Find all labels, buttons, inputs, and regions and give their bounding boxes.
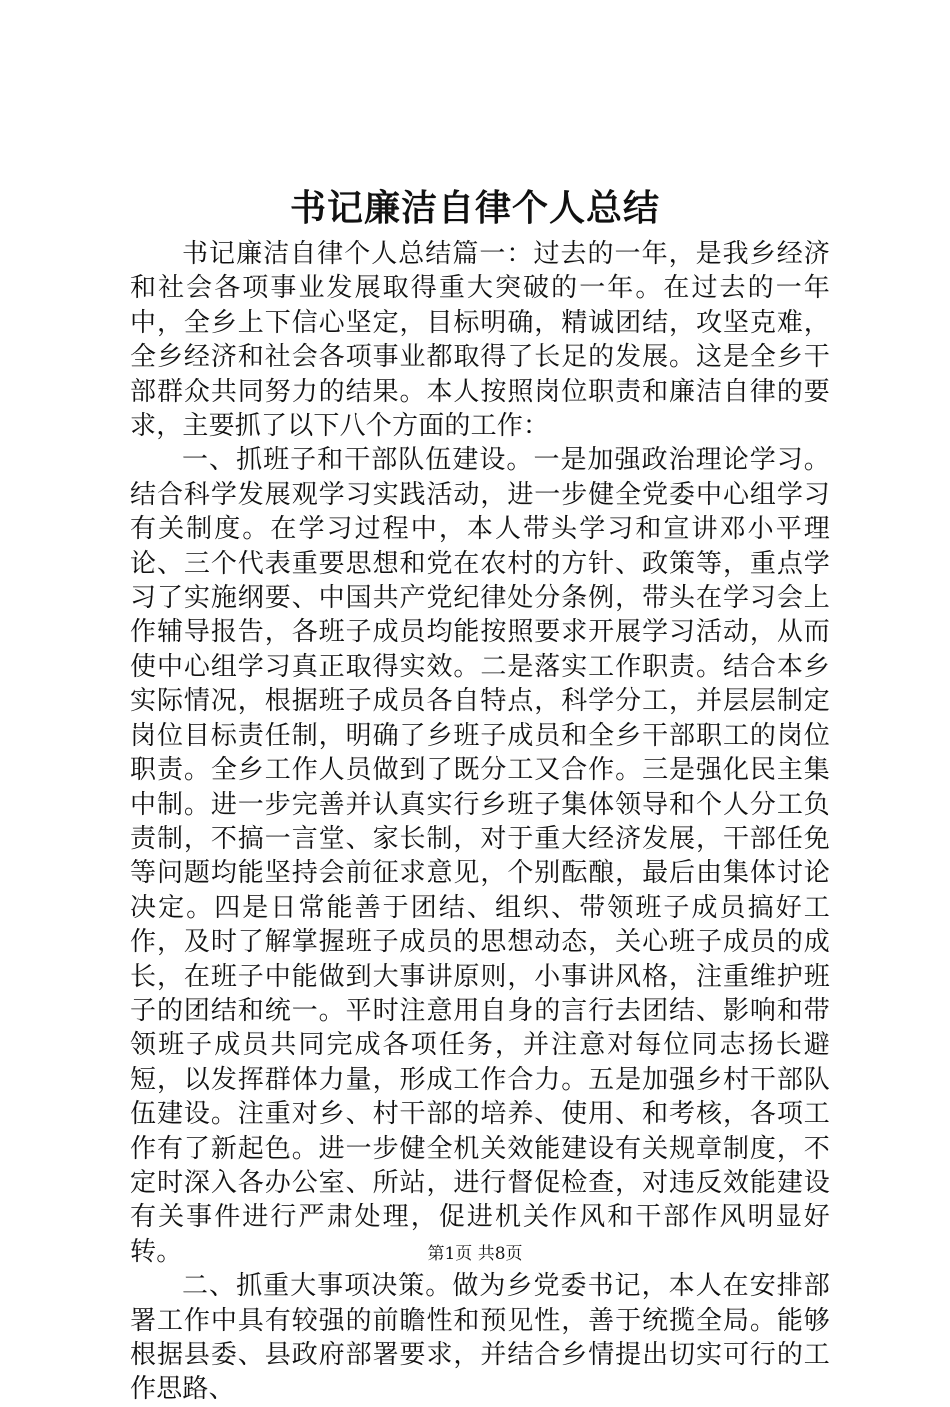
document-body: [130, 237, 830, 1407]
paragraph-section-two: 二、抓重大事项决策。做为乡党委书记，本人在安排部署工作中具有较强的前瞻性和预见性，善于统揽全局。能够根据县委、县政府部署要求，并结合乡情提出切实可行的工作思路、: [130, 1271, 830, 1405]
document-title: 书记廉洁自律个人总结: [289, 187, 660, 229]
page-number-footer: 第1页 共8页: [427, 1244, 523, 1264]
paragraph-section-one: 一、抓班子和干部队伍建设。一是加强政治理论学习。结合科学发展观学习实践活动，进一步健全党委中心组学习有关制度。在学习过程中，本人带头学习和宣讲邓小平理论、三个代表重要思想和党在农村的方针、政策等，重点学习了实施纲要、中国共产党纪律处分条例，带头在学习会上作辅导报告，各班子成员均能按照要求开展学习活动，从而使中心组学习真正取得实效。二是落实工作职责。结合本乡实际情况，根据班子成员各自特点，科学分工，并层层制定岗位目标责任制，明确了乡班子成员和全乡干部职工的岗位职责。全乡工作人员做到了既分工又合作。三是强化民主集中制。进一步完善并认真实行乡班子集体领导和个人分工负责制，不搞一言堂、家长制，对于重大经济发展，干部任免等问题均能坚持会前征求意见，个别酝酿，最后由集体讨论决定。四是日常能善于团结、组织、带领班子成员搞好工作，及时了解掌握班子成员的思想动态，关心班子成员的成长，在班子中能做到大事讲原则，小事讲风格，注重维护班子的团结和统一。平时注意用自身的言行去团结、影响和带领班子成员共同完成各项任务，并注意对每位同志扬长避短，以发挥群体力量，形成工作合力。五是加强乡村干部队伍建设。注重对乡、村干部的培养、使用、和考核，各项工作有了新起色。进一步健全机关效能建设有关规章制度，不定时深入各办公室、所站，进行督促检查，对违反效能建设有关事件进行严肃处理，促进机关作风和干部作风明显好转。: [130, 445, 830, 1267]
paragraph-intro: 书记廉洁自律个人总结篇一：过去的一年，是我乡经济和社会各项事业发展取得重大突破的一年。在过去的一年中，全乡上下信心坚定，目标明确，精诚团结，攻坚克难，全乡经济和社会各项事业都取得了长足的发展。这是全乡干部群众共同努力的结果。本人按照岗位职责和廉洁自律的要求，主要抓了以下八个方面的工作：: [130, 239, 830, 442]
